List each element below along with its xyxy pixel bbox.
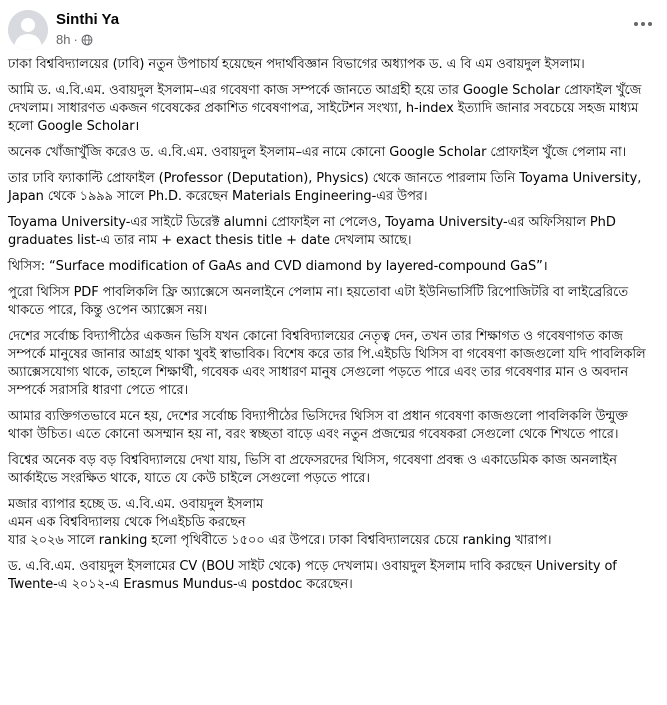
globe-icon — [81, 34, 93, 46]
post-header — [8, 8, 659, 52]
post-paragraph: ঢাকা বিশ্ববিদ্যালয়ের (ঢাবি) নতুন উপাচার্য হয়েছেন পদার্থবিজ্ঞান বিভাগের অধ্যাপক ড. এ বি এম ওবায়দুল ইসলাম। — [8, 57, 585, 72]
post-paragraph: পুরো থিসিস PDF পাবলিকলি ফ্রি অ্যাক্সেসে অনলাইনে পেলাম না। হয়তোবা এটা ইউনিভার্সিটি রিপোজিটরি বা লাইব্রেরিতে থাকতে পারে, কিন্তু ওপেন অ্যাক্সেস নয়। — [8, 285, 628, 318]
post-paragraph: আমি ড. এ.বি.এম. ওবায়দুল ইসলাম–এর গবেষণা কাজ সম্পর্কে জানতে আগ্রহী হয়ে তার Google Scholar প্রোফাইল খুঁজে দেখলাম। সাধারণত একজন গবেষকের প্রকাশিত গবেষণাপত্র, সাইটেশন সংখ্যা, h-index ইত্যাদি জানার সবচেয়ে সহজ মাধ্যম হলো Google Scholar। — [8, 83, 642, 134]
default-avatar-icon — [8, 10, 48, 50]
post-timestamp[interactable]: 8h — [56, 32, 71, 47]
post-line: এমন এক বিশ্ববিদ্যালয় থেকে পিএইচডি করছেন — [8, 515, 246, 530]
author-avatar[interactable] — [8, 10, 48, 50]
post-paragraph: ড. এ.বি.এম. ওবায়দুল ইসলামের CV (BOU সাইট থেকে) পড়ে দেখলাম। ওবায়দুল ইসলাম দাবি করছেন University of Twente-এ ২০১২-এ Erasmus Mundus-এ postdoc করেছেন। — [8, 559, 617, 592]
post-line: যার ২০২৬ সালে ranking হলো পৃথিবীতে ১৫০০ এর উপরে। ঢাকা বিশ্ববিদ্যালয়ের চেয়ে ranking খারাপ। — [8, 533, 552, 548]
post-body — [8, 56, 656, 602]
post-paragraph: থিসিস: “Surface modification of GaAs and CVD diamond by layered-compound GaS”। — [8, 259, 548, 274]
more-options-icon — [633, 21, 653, 27]
post-line: মজার ব্যাপার হচ্ছে ড. এ.বি.এম. ওবায়দুল ইসলাম — [8, 497, 264, 512]
post-paragraph: আমার ব্যক্তিগতভাবে মনে হয়, দেশের সর্বোচ্চ বিদ্যাপীঠের ভিসিদের থিসিস বা প্রধান গবেষণা কাজগুলো পাবলিকলি উন্মুক্ত থাকা উচিত। এতে কোনো অসম্মান হয় না, বরং স্বচ্ছতা বাড়ে এবং নতুন প্রজন্মের গবেষকরা সেগুলো থেকে শিখতে পারে। — [8, 409, 628, 442]
post-paragraph: তার ঢাবি ফ্যাকাল্টি প্রোফাইল (Professor (Deputation), Physics) থেকে জানতে পারলাম তিনি Toyama University, Japan থেকে ১৯৯৯ সালে Ph.D. করেছেন Materials Engineering-এর উপর। — [8, 171, 642, 204]
meta-separator: · — [73, 32, 78, 47]
post-paragraph: বিশ্বের অনেক বড় বড় বিশ্ববিদ্যালয়ে দেখা যায়, ভিসি বা প্রফেসরদের থিসিস, গবেষণা প্রবন্ধ ও একাডেমিক কাজ অনলাইন আর্কাইভে সংরক্ষিত থাকে, যাতে যে কেউ চাইলে সেগুলো পড়তে পারে। — [8, 453, 617, 486]
author-name[interactable]: Sinthi Ya — [56, 11, 120, 28]
more-options-button[interactable] — [627, 12, 659, 36]
post-paragraph: দেশের সর্বোচ্চ বিদ্যাপীঠের একজন ভিসি যখন কোনো বিশ্ববিদ্যালয়ের নেতৃত্ব দেন, তখন তার শিক্ষাগত ও গবেষণাগত কাজ সম্পর্কে মানুষের জানার আগ্রহ থাকা খুবই স্বাভাবিক। বিশেষ করে তার পি.এইচডি থিসিস বা গবেষণা কাজগুলো যদি পাবলিকলি অ্যাক্সেসযোগ্য থাকে, তাহলে শিক্ষার্থী, গবেষক এবং সাধারণ মানুষ সেগুলো পড়তে পারে এবং তার গবেষণার মান ও অবদান সম্পর্কে সরাসরি ধারণা পেতে পারে। — [8, 329, 646, 398]
post-paragraph: Toyama University-এর সাইটে ডিরেক্ট alumni প্রোফাইল না পেলেও, Toyama University-এর অফিসিয়াল PhD graduates list-এ তার নাম + exact thesis title + date দেখলাম আছে। — [8, 215, 616, 248]
post-paragraph-multiline — [8, 496, 656, 550]
post-meta — [56, 32, 93, 47]
post-paragraph: অনেক খোঁজাখুঁজি করেও ড. এ.বি.এম. ওবায়দুল ইসলাম–এর নামে কোনো Google Scholar প্রোফাইল খুঁজে পেলাম না। — [8, 145, 627, 160]
